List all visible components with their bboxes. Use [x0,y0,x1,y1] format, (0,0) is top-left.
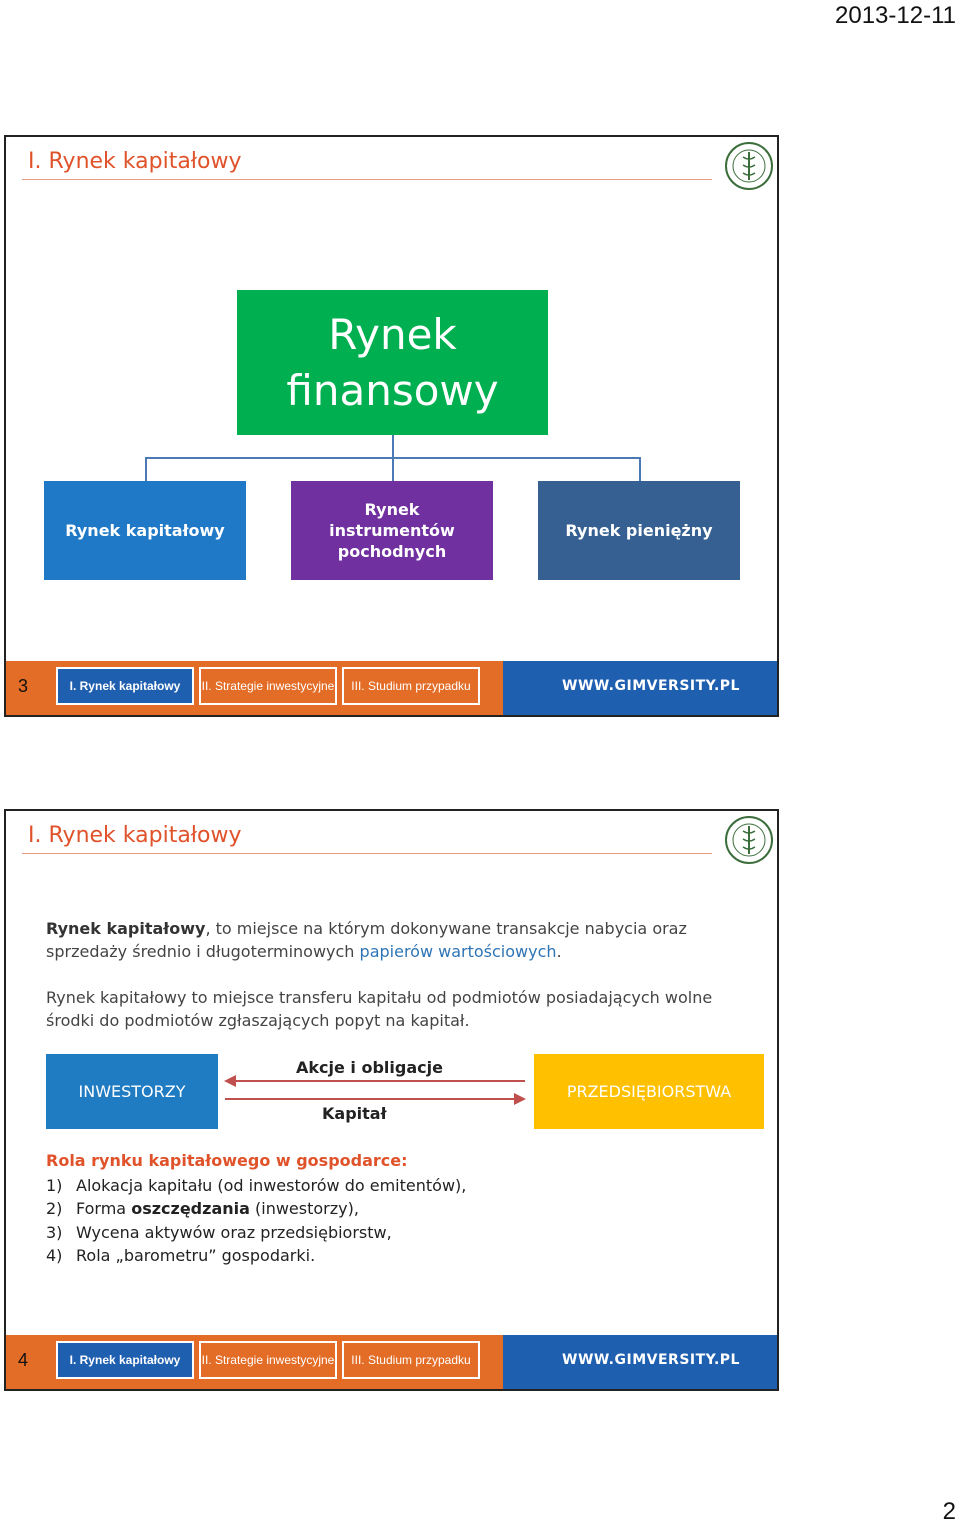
papiery-link[interactable]: papierów wartościowych [359,942,557,961]
box-rynek-instrumentow-pochodnych [291,481,493,580]
slide-footer [6,1335,779,1389]
transfer-paragraph: Rynek kapitałowy to miejsce transferu kapitału od podmiotów posiadających wolne środki do podmiotów zgłaszających popyt na kapitał. [46,988,713,1030]
box-inwestorzy: INWESTORZY [46,1054,218,1129]
slide-title: I. Rynek kapitałowy [28,823,242,848]
roles-heading: Rola rynku kapitałowego w gospodarce: [46,1151,408,1170]
definition-paragraph: Rynek kapitałowy, to miejsce na którym dokonywane transakcje nabycia oraz sprzedaży średnio i długoterminowych papierów wartościowych. [46,919,687,961]
connector-vertical [392,435,394,457]
flow-arrows [222,1071,528,1107]
list-item: 1) Alokacja kapitału (od inwestorów do emitentów), [46,1176,467,1195]
page-number: 2 [942,1498,956,1525]
website-link[interactable]: WWW.GIMVERSITY.PL [562,1352,740,1368]
title-divider [22,179,712,180]
box-label: Rynek instrumentów pochodnych [329,500,455,561]
roles-list [46,1174,466,1268]
connector-middle [392,457,394,481]
nav-rynek-kapitalowy[interactable]: I. Rynek kapitałowy [56,667,194,705]
label-kapital: Kapitał [322,1104,387,1123]
list-item: 3) Wycena aktywów oraz przedsiębiorstw, [46,1222,392,1242]
university-seal-logo [724,141,774,191]
website-link[interactable]: WWW.GIMVERSITY.PL [562,678,740,694]
label-akcje-obligacje: Akcje i obligacje [296,1058,443,1077]
box-przedsiebiorstwa: PRZEDSIĘBIORSTWA [534,1054,764,1129]
list-item: 4) Rola „barometru” gospodarki. [46,1246,316,1266]
list-item: 2) Forma oszczędzania (inwestorzy), [46,1199,359,1219]
nav-rynek-kapitalowy[interactable]: I. Rynek kapitałowy [56,1341,194,1379]
slide-4 [4,809,779,1391]
nav-strategie-inwestycyjne[interactable]: II. Strategie inwestycyjne [199,667,337,705]
page-date: 2013-12-11 [835,2,956,29]
connector-left [145,457,147,481]
nav-strategie-inwestycyjne[interactable]: II. Strategie inwestycyjne [199,1341,337,1379]
box-rynek-finansowy: Rynek finansowy [237,290,548,435]
arrow-right-icon [514,1093,526,1105]
nav-studium-przypadku[interactable]: III. Studium przypadku [342,667,480,705]
slide-3 [4,135,779,717]
title-divider [22,853,712,854]
arrow-left-icon [224,1075,236,1087]
slide-footer [6,661,779,715]
slide-number: 4 [18,1350,29,1370]
slide-number: 3 [18,676,29,696]
nav-studium-przypadku[interactable]: III. Studium przypadku [342,1341,480,1379]
box-rynek-kapitalowy: Rynek kapitałowy [44,481,246,580]
box-rynek-pieniezny: Rynek pieniężny [538,481,740,580]
connector-right [639,457,641,481]
slide-title: I. Rynek kapitałowy [28,149,242,174]
definition-term: Rynek kapitałowy [46,919,206,938]
university-seal-logo [724,815,774,865]
